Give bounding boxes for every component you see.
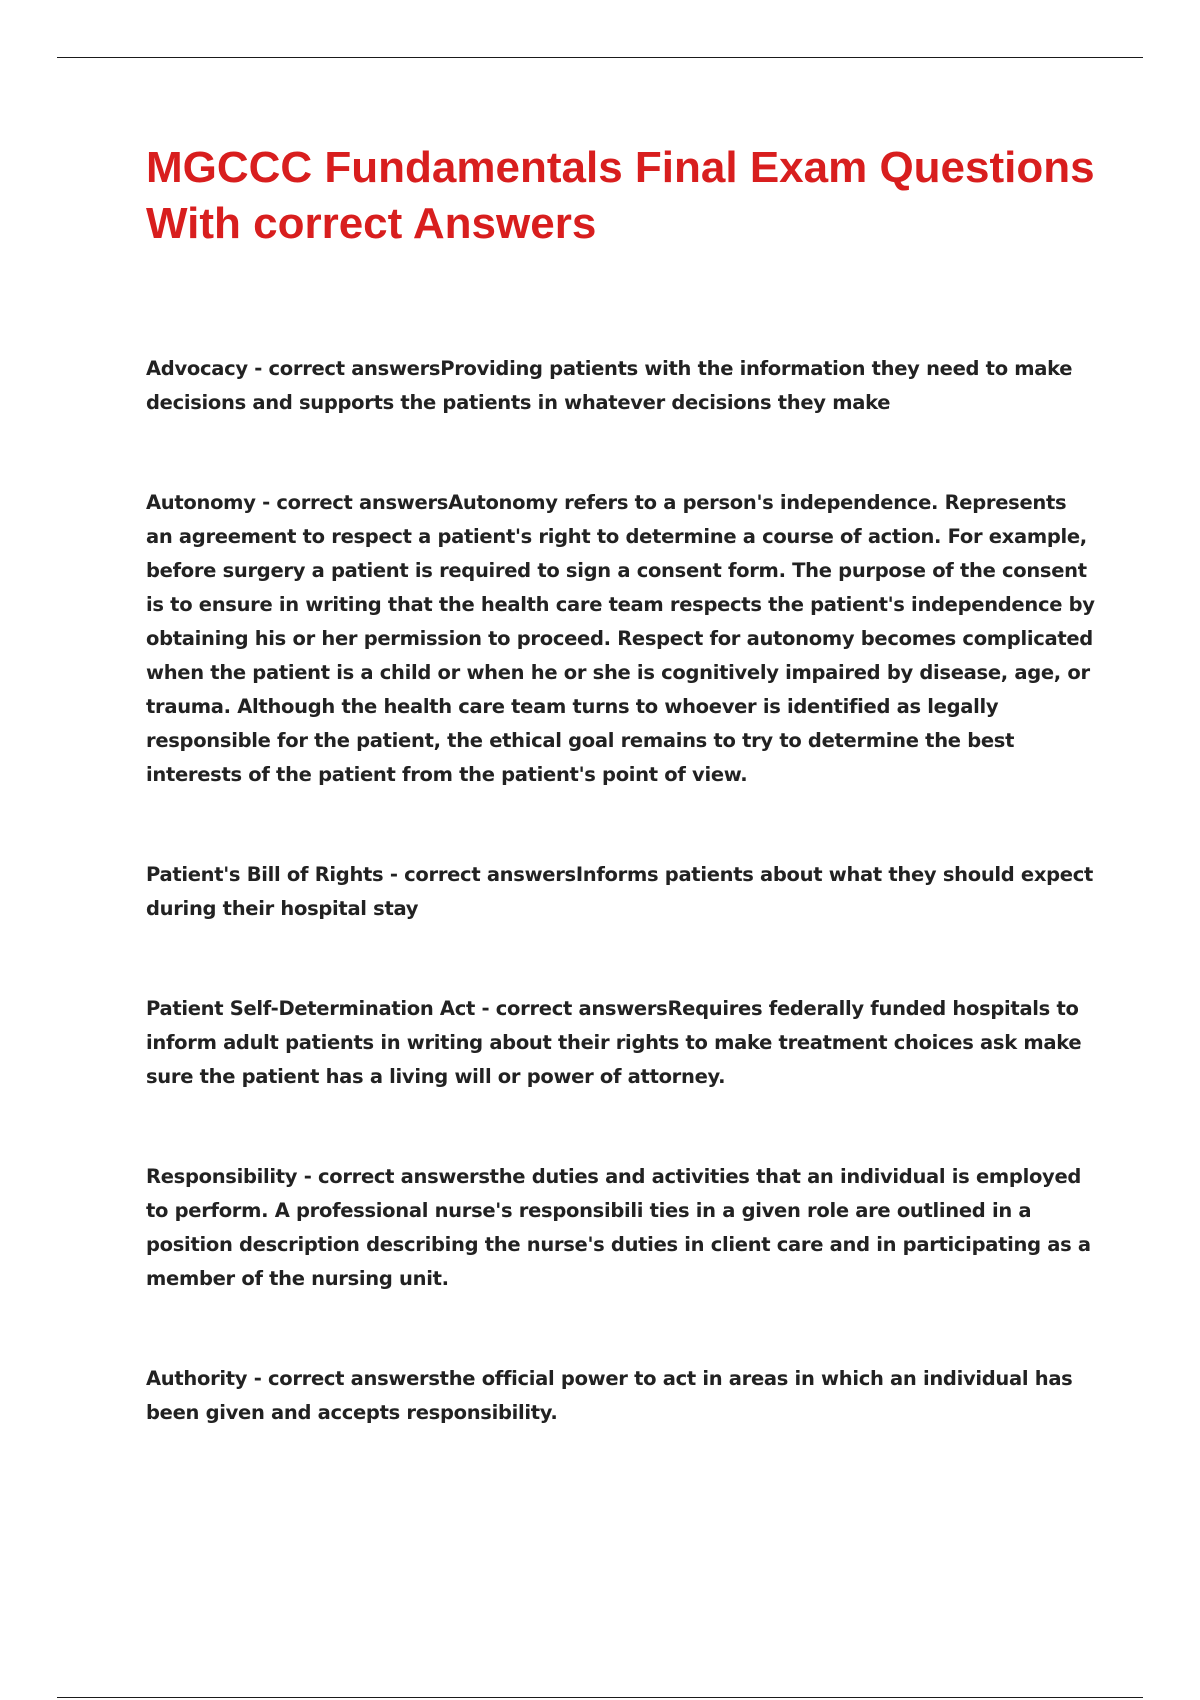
bottom-rule <box>57 1697 1143 1698</box>
top-rule <box>57 57 1143 58</box>
entry-autonomy: Autonomy - correct answersAutonomy refers to a person's independence. Represents an agreement to respect a patient's right to determine a course of action. For example, before surgery a patient is required to sign a consent form. The purpose of the consent is to ensure in writing that the health care team respects the patient's independence by obtaining his or her permission to proceed. Respect for autonomy becomes complicated when the patient is a child or when he or she is cognitively impaired by disease, age, or trauma. Although the health care team turns to whoever is identified as legally responsible for the patient, the ethical goal remains to try to determine the best interests of the patient from the patient's point of view. <box>146 491 1095 786</box>
entry-responsibility: Responsibility - correct answersthe duties and activities that an individual is employed to perform. A professional nurse's responsibili ties in a given role are outlined in a position description describing the nurse's duties in client care and in participating as a member of the nursing unit. <box>146 1165 1091 1290</box>
entry-advocacy: Advocacy - correct answersProviding patients with the information they need to make decisions and supports the patients in whatever decisions they make <box>146 357 1073 414</box>
page-content <box>146 140 1096 1496</box>
entry-list <box>146 352 1096 1430</box>
entry-patient-self-determination-act: Patient Self-Determination Act - correct answersRequires federally funded hospitals to inform adult patients in writing about their rights to make treatment choices ask make sure the patient has a living will or power of attorney. <box>146 997 1082 1088</box>
entry-patients-bill-of-rights: Patient's Bill of Rights - correct answersInforms patients about what they should expect during their hospital stay <box>146 863 1094 920</box>
document-title: MGCCC Fundamentals Final Exam Questions With correct Answers <box>146 143 1095 248</box>
entry-authority: Authority - correct answersthe official power to act in areas in which an individual has been given and accepts responsibility. <box>146 1367 1073 1424</box>
